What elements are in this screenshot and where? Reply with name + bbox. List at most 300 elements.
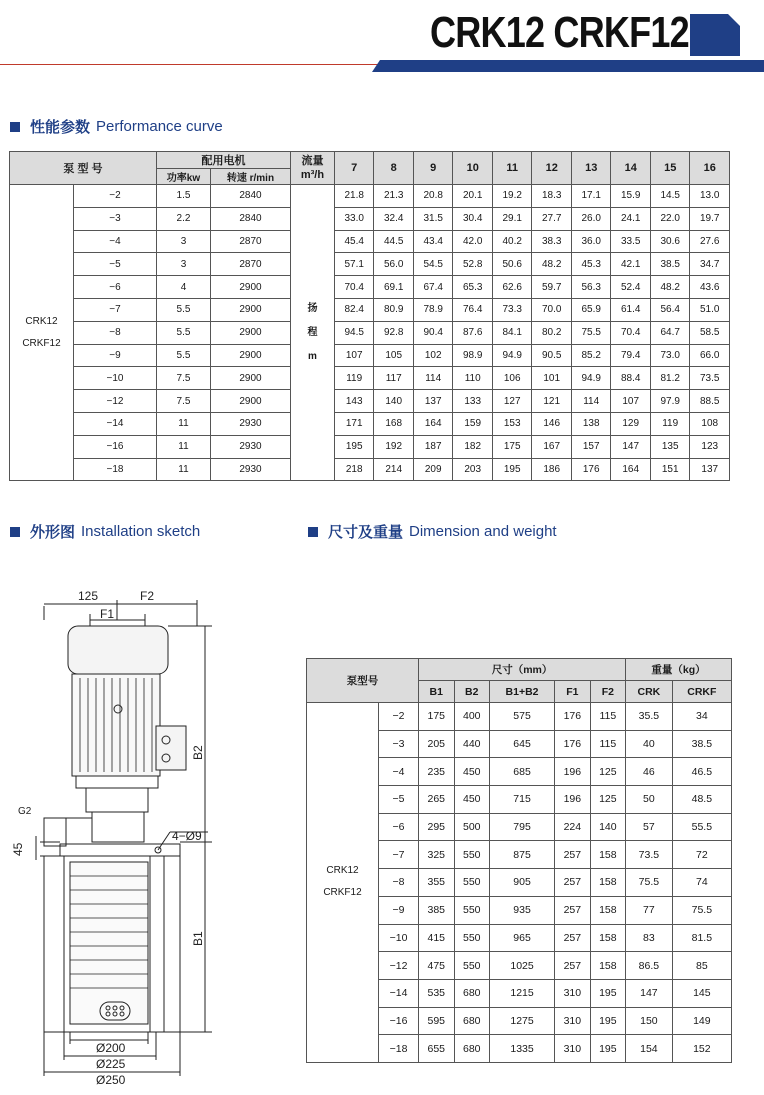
head-value: 137	[413, 390, 453, 413]
dimension-value: 85	[672, 952, 731, 980]
head-value: 52.8	[453, 253, 493, 276]
motor-power: 5.5	[156, 321, 210, 344]
head-value: 22.0	[650, 207, 690, 230]
head-label-char: 程	[307, 326, 318, 338]
dimension-value: 440	[454, 730, 490, 758]
dim-col-header: F1	[555, 681, 591, 703]
dimension-heading-en: Dimension and weight	[409, 523, 557, 540]
dimension-value: 147	[626, 979, 673, 1007]
dimension-value: 965	[490, 924, 555, 952]
header-badge	[690, 14, 740, 56]
head-value: 50.6	[492, 253, 532, 276]
head-value: 92.8	[374, 321, 414, 344]
dimension-value: 40	[626, 730, 673, 758]
dimension-value: 175	[419, 703, 455, 731]
motor-speed: 2840	[210, 185, 290, 208]
head-value: 107	[334, 344, 374, 367]
dimension-value: 195	[590, 979, 626, 1007]
head-value: 140	[374, 390, 414, 413]
motor-speed: 2900	[210, 298, 290, 321]
dimension-value: 195	[590, 1035, 626, 1063]
model-suffix: −5	[74, 253, 157, 276]
head-value: 75.5	[571, 321, 611, 344]
flow-col: 8	[374, 152, 414, 185]
motor-power: 11	[156, 435, 210, 458]
dim-col-header: B2	[454, 681, 490, 703]
dimension-value: 154	[626, 1035, 673, 1063]
head-value: 159	[453, 412, 493, 435]
head-value: 123	[690, 435, 730, 458]
performance-heading-en: Performance curve	[96, 118, 223, 135]
performance-heading-cn: 性能参数	[30, 118, 91, 136]
model-suffix: −9	[379, 896, 419, 924]
dim-f1-label: F1	[100, 607, 115, 621]
head-value: 195	[334, 435, 374, 458]
flow-col: 11	[492, 152, 532, 185]
dim-d250-label: Ø250	[96, 1073, 126, 1087]
dimension-value: 46	[626, 758, 673, 786]
dimension-value: 55.5	[672, 813, 731, 841]
head-value: 80.9	[374, 298, 414, 321]
head-value: 143	[334, 390, 374, 413]
dim-model-header: 泵型号	[307, 659, 419, 703]
performance-heading	[10, 116, 223, 137]
head-value: 33.5	[611, 230, 651, 253]
head-value: 45.4	[334, 230, 374, 253]
flow-col: 10	[453, 152, 493, 185]
model-suffix: −5	[379, 786, 419, 814]
head-value: 106	[492, 367, 532, 390]
model-name: CRK12	[25, 315, 58, 327]
table-row	[10, 390, 730, 413]
dimension-value: 535	[419, 979, 455, 1007]
dimension-value: 158	[590, 841, 626, 869]
dimension-value: 196	[555, 786, 591, 814]
bullet-square-icon	[10, 527, 20, 537]
head-value: 90.5	[532, 344, 572, 367]
dimension-value: 83	[626, 924, 673, 952]
head-value: 147	[611, 435, 651, 458]
head-value: 31.5	[413, 207, 453, 230]
dimension-value: 158	[590, 952, 626, 980]
model-suffix: −16	[379, 1007, 419, 1035]
head-value: 218	[334, 458, 374, 481]
head-value: 135	[650, 435, 690, 458]
head-value: 88.5	[690, 390, 730, 413]
head-value: 13.0	[690, 185, 730, 208]
dim-col-header: F2	[590, 681, 626, 703]
head-value: 110	[453, 367, 493, 390]
head-value: 14.5	[650, 185, 690, 208]
model-suffix: −14	[74, 412, 157, 435]
dimension-value: 75.5	[626, 869, 673, 897]
dimension-value: 57	[626, 813, 673, 841]
dimension-value: 325	[419, 841, 455, 869]
model-suffix: −8	[74, 321, 157, 344]
head-value: 52.4	[611, 276, 651, 299]
head-value: 45.3	[571, 253, 611, 276]
head-value: 44.5	[374, 230, 414, 253]
dimension-value: 1215	[490, 979, 555, 1007]
table-row	[10, 367, 730, 390]
dim-45-label: 45	[11, 842, 25, 856]
flow-header-unit: m³/h	[300, 169, 325, 181]
head-value: 27.6	[690, 230, 730, 253]
dim-d200-label: Ø200	[96, 1041, 126, 1055]
head-value: 119	[334, 367, 374, 390]
head-value: 42.1	[611, 253, 651, 276]
dimension-value: 655	[419, 1035, 455, 1063]
header-rule	[0, 64, 430, 65]
model-suffix: −9	[74, 344, 157, 367]
head-value: 78.9	[413, 298, 453, 321]
dimension-value: 149	[672, 1007, 731, 1035]
head-value: 80.2	[532, 321, 572, 344]
installation-heading-en: Installation sketch	[81, 523, 201, 540]
dimension-value: 50	[626, 786, 673, 814]
dimension-value: 875	[490, 841, 555, 869]
head-value: 108	[690, 412, 730, 435]
dimension-heading	[308, 521, 557, 542]
head-value: 20.1	[453, 185, 493, 208]
head-value: 21.8	[334, 185, 374, 208]
head-value: 43.6	[690, 276, 730, 299]
installation-heading-cn: 外形图	[30, 523, 76, 541]
head-value: 81.2	[650, 367, 690, 390]
flow-col: 12	[532, 152, 572, 185]
flow-col: 15	[650, 152, 690, 185]
table-row	[10, 298, 730, 321]
head-value: 87.6	[453, 321, 493, 344]
dimension-value: 715	[490, 786, 555, 814]
head-value: 127	[492, 390, 532, 413]
head-value: 18.3	[532, 185, 572, 208]
head-label-char: m	[308, 350, 317, 362]
motor-speed: 2900	[210, 367, 290, 390]
model-suffix: −3	[379, 730, 419, 758]
head-value: 38.5	[650, 253, 690, 276]
dimension-value: 74	[672, 869, 731, 897]
head-value: 121	[532, 390, 572, 413]
dim-col-header: CRK	[626, 681, 673, 703]
head-value: 175	[492, 435, 532, 458]
head-label-char: 扬	[307, 302, 318, 314]
head-value: 182	[453, 435, 493, 458]
motor-power: 11	[156, 412, 210, 435]
dimension-value: 150	[626, 1007, 673, 1035]
head-value: 157	[571, 435, 611, 458]
dimension-value: 196	[555, 758, 591, 786]
dimension-value: 575	[490, 703, 555, 731]
head-value: 36.0	[571, 230, 611, 253]
dim-col-header: B1+B2	[490, 681, 555, 703]
head-value: 73.0	[650, 344, 690, 367]
motor-power: 1.5	[156, 185, 210, 208]
dimension-value: 145	[672, 979, 731, 1007]
dimension-value: 35.5	[626, 703, 673, 731]
dimension-value: 115	[590, 703, 626, 731]
table-row	[10, 276, 730, 299]
motor-speed: 2900	[210, 276, 290, 299]
dimension-value: 72	[672, 841, 731, 869]
head-value: 107	[611, 390, 651, 413]
model-suffix: −7	[379, 841, 419, 869]
head-value: 171	[334, 412, 374, 435]
dimension-value: 645	[490, 730, 555, 758]
dimension-value: 34	[672, 703, 731, 731]
head-value: 27.7	[532, 207, 572, 230]
head-value: 76.4	[453, 298, 493, 321]
head-value: 101	[532, 367, 572, 390]
head-value: 70.4	[334, 276, 374, 299]
dimension-value: 935	[490, 896, 555, 924]
dimension-value: 75.5	[672, 896, 731, 924]
head-value: 98.9	[453, 344, 493, 367]
head-value: 65.9	[571, 298, 611, 321]
head-value: 138	[571, 412, 611, 435]
dim-col-header: B1	[419, 681, 455, 703]
dim-model-name-cell	[307, 703, 379, 1063]
head-value: 209	[413, 458, 453, 481]
perf-model-header: 泵 型 号	[10, 152, 157, 185]
head-value: 26.0	[571, 207, 611, 230]
head-value: 48.2	[650, 276, 690, 299]
head-value: 24.1	[611, 207, 651, 230]
flow-col: 14	[611, 152, 651, 185]
head-value: 129	[611, 412, 651, 435]
dim-col-header: CRKF	[672, 681, 731, 703]
head-value: 176	[571, 458, 611, 481]
head-value: 119	[650, 412, 690, 435]
head-value: 114	[571, 390, 611, 413]
dimension-value: 38.5	[672, 730, 731, 758]
dimension-value: 48.5	[672, 786, 731, 814]
head-value: 48.2	[532, 253, 572, 276]
head-value: 56.4	[650, 298, 690, 321]
dimension-value: 176	[555, 730, 591, 758]
model-suffix: −16	[74, 435, 157, 458]
dimension-value: 46.5	[672, 758, 731, 786]
head-value: 167	[532, 435, 572, 458]
bullet-square-icon	[308, 527, 318, 537]
dimension-value: 140	[590, 813, 626, 841]
table-row	[10, 253, 730, 276]
dimension-value: 550	[454, 896, 490, 924]
dimension-value: 450	[454, 758, 490, 786]
head-value: 133	[453, 390, 493, 413]
model-suffix: −2	[379, 703, 419, 731]
dimension-value: 125	[590, 786, 626, 814]
motor-power: 7.5	[156, 367, 210, 390]
dimension-value: 550	[454, 869, 490, 897]
flow-header-cn: 流量	[301, 155, 324, 167]
header-accent-bar	[372, 60, 764, 72]
table-row	[10, 412, 730, 435]
model-suffix: −14	[379, 979, 419, 1007]
head-value: 65.3	[453, 276, 493, 299]
model-suffix: −4	[74, 230, 157, 253]
dimension-heading-cn: 尺寸及重量	[328, 523, 404, 541]
dimension-value: 257	[555, 896, 591, 924]
perf-flow-header	[290, 152, 334, 185]
dimension-value: 685	[490, 758, 555, 786]
dimension-value: 415	[419, 924, 455, 952]
dimension-value: 550	[454, 841, 490, 869]
head-value: 15.9	[611, 185, 651, 208]
dimension-value: 257	[555, 841, 591, 869]
head-value: 195	[492, 458, 532, 481]
head-value: 29.1	[492, 207, 532, 230]
head-value: 94.5	[334, 321, 374, 344]
motor-power: 3	[156, 230, 210, 253]
table-row	[10, 344, 730, 367]
motor-power: 5.5	[156, 344, 210, 367]
head-value: 66.0	[690, 344, 730, 367]
dimension-value: 257	[555, 869, 591, 897]
head-value: 30.6	[650, 230, 690, 253]
motor-speed: 2900	[210, 344, 290, 367]
head-value: 164	[611, 458, 651, 481]
dimension-value: 257	[555, 952, 591, 980]
dimension-value: 680	[454, 979, 490, 1007]
dimension-value: 385	[419, 896, 455, 924]
head-value: 58.5	[690, 321, 730, 344]
head-value: 79.4	[611, 344, 651, 367]
flow-col: 16	[690, 152, 730, 185]
dimension-value: 205	[419, 730, 455, 758]
model-suffix: −2	[74, 185, 157, 208]
head-value: 59.7	[532, 276, 572, 299]
dimension-value: 158	[590, 924, 626, 952]
dimension-value: 500	[454, 813, 490, 841]
motor-power: 4	[156, 276, 210, 299]
perf-speed-header: 转速 r/min	[210, 169, 290, 185]
dimension-value: 680	[454, 1007, 490, 1035]
dim-holes-label: 4−Ø9	[172, 829, 202, 843]
model-suffix: −10	[379, 924, 419, 952]
dimension-value: 550	[454, 952, 490, 980]
dimension-value: 125	[590, 758, 626, 786]
head-value: 70.4	[611, 321, 651, 344]
head-value: 90.4	[413, 321, 453, 344]
head-value: 43.4	[413, 230, 453, 253]
dimension-value: 158	[590, 869, 626, 897]
head-value: 214	[374, 458, 414, 481]
perf-motor-header: 配用电机	[156, 152, 290, 169]
perf-power-header: 功率kw	[156, 169, 210, 185]
head-value: 62.6	[492, 276, 532, 299]
dimension-value: 1335	[490, 1035, 555, 1063]
bullet-square-icon	[10, 122, 20, 132]
model-suffix: −18	[74, 458, 157, 481]
head-value: 33.0	[334, 207, 374, 230]
model-suffix: −10	[74, 367, 157, 390]
head-value: 61.4	[611, 298, 651, 321]
head-value: 32.4	[374, 207, 414, 230]
head-value: 192	[374, 435, 414, 458]
head-value: 117	[374, 367, 414, 390]
head-value: 21.3	[374, 185, 414, 208]
head-value: 114	[413, 367, 453, 390]
flow-col: 7	[334, 152, 374, 185]
head-value: 34.7	[690, 253, 730, 276]
motor-speed: 2930	[210, 435, 290, 458]
dimension-value: 310	[555, 979, 591, 1007]
dimension-value: 73.5	[626, 841, 673, 869]
head-value: 20.8	[413, 185, 453, 208]
table-row	[10, 207, 730, 230]
dimension-value: 77	[626, 896, 673, 924]
head-value: 19.2	[492, 185, 532, 208]
model-name: CRKF12	[22, 337, 61, 349]
head-value: 54.5	[413, 253, 453, 276]
table-row	[10, 185, 730, 208]
head-value: 88.4	[611, 367, 651, 390]
perf-model-name-cell	[10, 185, 74, 481]
dim-g2-label: G2	[18, 806, 32, 817]
head-value: 57.1	[334, 253, 374, 276]
head-value: 40.2	[492, 230, 532, 253]
installation-sketch	[0, 580, 290, 1090]
dimension-value: 355	[419, 869, 455, 897]
model-suffix: −4	[379, 758, 419, 786]
motor-speed: 2930	[210, 458, 290, 481]
dimension-value: 310	[555, 1007, 591, 1035]
head-value: 70.0	[532, 298, 572, 321]
dim-d225-label: Ø225	[96, 1057, 126, 1071]
head-value: 203	[453, 458, 493, 481]
model-suffix: −7	[74, 298, 157, 321]
dimension-table	[306, 658, 732, 1063]
head-value: 64.7	[650, 321, 690, 344]
dimension-value: 152	[672, 1035, 731, 1063]
head-value: 187	[413, 435, 453, 458]
motor-power: 7.5	[156, 390, 210, 413]
dim-b1-label: B1	[191, 931, 205, 946]
dimension-value: 475	[419, 952, 455, 980]
head-value: 19.7	[690, 207, 730, 230]
installation-heading	[10, 521, 200, 542]
dimension-value: 400	[454, 703, 490, 731]
head-value: 69.1	[374, 276, 414, 299]
motor-speed: 2840	[210, 207, 290, 230]
head-value: 105	[374, 344, 414, 367]
dimension-value: 224	[555, 813, 591, 841]
table-row	[10, 321, 730, 344]
dimension-value: 905	[490, 869, 555, 897]
dimension-value: 86.5	[626, 952, 673, 980]
model-suffix: −3	[74, 207, 157, 230]
motor-power: 2.2	[156, 207, 210, 230]
head-label-cell	[290, 185, 334, 481]
head-value: 30.4	[453, 207, 493, 230]
dimension-value: 795	[490, 813, 555, 841]
dimension-value: 158	[590, 896, 626, 924]
head-value: 42.0	[453, 230, 493, 253]
dim-size-header: 尺寸（mm）	[419, 659, 626, 681]
motor-power: 11	[156, 458, 210, 481]
head-value: 85.2	[571, 344, 611, 367]
model-suffix: −12	[379, 952, 419, 980]
head-value: 137	[690, 458, 730, 481]
dim-weight-header: 重量（kg）	[626, 659, 732, 681]
head-value: 151	[650, 458, 690, 481]
dimension-value: 235	[419, 758, 455, 786]
page-title: CRK12 CRKF12	[430, 8, 689, 57]
dim-b2-label: B2	[191, 745, 205, 760]
model-name: CRKF12	[323, 887, 362, 899]
motor-power: 3	[156, 253, 210, 276]
